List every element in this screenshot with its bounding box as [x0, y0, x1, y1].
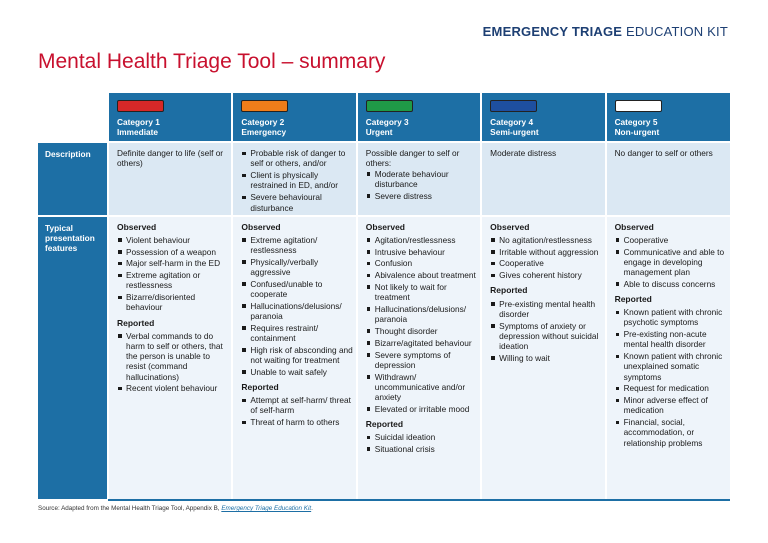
category-name: Emergency — [241, 127, 287, 137]
list-item: Extreme agitation or restlessness — [117, 270, 228, 290]
category-number: Category 5 — [614, 117, 658, 127]
list-item: Thought disorder — [366, 326, 477, 336]
features-label-line: presentation — [45, 232, 95, 243]
observed-heading: Observed — [490, 221, 530, 232]
category-header-2 — [232, 93, 356, 142]
source-reference-link[interactable]: Emergency Triage Education Kit — [221, 505, 312, 512]
kit-title — [483, 24, 728, 39]
list-item: Cooperative — [490, 258, 601, 268]
category-color-swatch-5 — [615, 100, 662, 112]
reported-list — [117, 331, 228, 394]
description-cell-3 — [357, 142, 481, 216]
observed-heading: Observed — [614, 221, 654, 232]
list-item: Withdrawn/ uncommunicative and/or anxiety — [366, 372, 477, 403]
features-cell-5 — [606, 216, 730, 499]
category-name: Urgent — [365, 127, 393, 137]
reported-heading: Reported — [490, 285, 528, 296]
list-item: Violent behaviour — [117, 235, 228, 245]
description-text: Definite danger to life (self or others) — [117, 148, 224, 169]
list-item: Possession of a weapon — [117, 247, 228, 257]
list-item: Requires restraint/ containment — [241, 323, 352, 343]
list-item: Physically/verbally aggressive — [241, 257, 352, 277]
source-suffix: . — [311, 505, 313, 512]
description-cell-5 — [606, 142, 730, 216]
list-item: Hallucinations/delusions/ paranoia — [241, 301, 352, 321]
list-item: Not likely to wait for treatment — [366, 282, 477, 302]
category-header-3 — [357, 93, 481, 142]
description-row — [38, 142, 730, 216]
list-item: Bizarre/agitated behaviour — [366, 338, 477, 348]
list-item: Moderate behaviour disturbance — [366, 169, 476, 190]
description-text: Possible danger to self or others: — [365, 148, 460, 169]
category-number: Category 3 — [365, 117, 409, 127]
list-item: Symptoms of anxiety or depression without suicidal ideation — [490, 321, 601, 352]
observed-list — [615, 235, 727, 289]
features-cell-3 — [357, 216, 481, 499]
list-item: Pre-existing mental health disorder — [490, 299, 601, 319]
features-cell-4 — [481, 216, 605, 499]
kit-title-light: EDUCATION KIT — [625, 24, 728, 39]
corner-cell — [38, 93, 108, 142]
kit-title-bold: EMERGENCY TRIAGE — [482, 24, 623, 39]
list-item: Able to discuss concerns — [615, 279, 727, 289]
reported-heading: Reported — [117, 317, 155, 328]
observed-heading: Observed — [241, 221, 281, 232]
category-color-swatch-4 — [490, 100, 537, 112]
observed-list — [117, 235, 228, 313]
list-item: Severe behavioural disturbance — [241, 192, 351, 213]
reported-list — [366, 432, 477, 454]
list-item: Minor adverse effect of medication — [615, 395, 727, 415]
reported-heading: Reported — [365, 418, 404, 429]
list-item: Confused/unable to cooperate — [241, 279, 352, 299]
list-item: Bizarre/disoriented behaviour — [117, 292, 228, 312]
list-item: Confusion — [366, 258, 477, 268]
list-item: Threat of harm to others — [241, 417, 352, 427]
list-item: Major self-harm in the ED — [117, 258, 228, 268]
description-cell-4 — [481, 142, 605, 216]
description-list — [366, 169, 476, 201]
list-item: Probable risk of danger to self or others, and/or — [241, 148, 351, 169]
features-label-line: features — [45, 242, 78, 253]
category-header-5 — [606, 93, 730, 142]
features-row — [38, 216, 730, 499]
page-title: Mental Health Triage Tool – summary — [38, 50, 386, 73]
list-item: Intrusive behaviour — [366, 247, 477, 257]
category-number: Category 1 — [117, 117, 160, 127]
reported-list — [241, 395, 352, 427]
category-color-swatch-2 — [241, 100, 288, 112]
category-name: Immediate — [117, 127, 159, 137]
category-name: Non-urgent — [614, 127, 660, 137]
source-note — [38, 505, 313, 512]
list-item: Pre-existing non-acute mental health disorder — [615, 329, 727, 349]
observed-list — [241, 235, 352, 377]
header-row — [38, 93, 730, 142]
list-item: Gives coherent history — [490, 270, 601, 280]
list-item: Willing to wait — [490, 353, 601, 363]
category-number: Category 4 — [490, 117, 534, 127]
category-color-swatch-1 — [117, 100, 164, 112]
observed-list — [490, 235, 601, 281]
category-color-swatch-3 — [366, 100, 413, 112]
list-item: Severe distress — [366, 191, 476, 201]
list-item: Severe symptoms of depression — [366, 350, 477, 370]
list-item: Elevated or irritable mood — [366, 404, 477, 414]
list-item: Attempt at self-harm/ threat of self-harm — [241, 395, 352, 415]
description-cell-2 — [232, 142, 356, 216]
observed-list — [366, 235, 477, 414]
list-item: Request for medication — [615, 383, 727, 393]
observed-heading: Observed — [117, 221, 157, 232]
description-cell-1 — [108, 142, 232, 216]
list-item: Client is physically restrained in ED, and/or — [241, 170, 351, 191]
list-item: Recent violent behaviour — [117, 383, 228, 393]
list-item: Verbal commands to do harm to self or others, that the person is unable to resist (command hallucinations) — [117, 331, 228, 382]
table-bottom-rule — [38, 499, 730, 501]
reported-list — [490, 299, 601, 363]
category-number: Category 2 — [241, 117, 285, 127]
list-item: Agitation/restlessness — [366, 235, 477, 245]
reported-heading: Reported — [614, 293, 652, 304]
description-text: No danger to self or others — [614, 148, 713, 158]
list-item: No agitation/restlessness — [490, 235, 601, 245]
list-item: Suicidal ideation — [366, 432, 477, 442]
category-header-1 — [108, 93, 232, 142]
category-name: Semi-urgent — [490, 127, 539, 137]
list-item: Hallucinations/delusions/ paranoia — [366, 304, 477, 324]
features-row-label — [38, 216, 108, 499]
observed-heading: Observed — [365, 221, 405, 232]
category-header-4 — [481, 93, 605, 142]
features-cell-1 — [108, 216, 232, 499]
source-prefix: Source: Adapted from the Mental Health Triage Tool, Appendix B, — [38, 505, 220, 512]
list-item: Unable to wait safely — [241, 367, 352, 377]
features-cell-2 — [232, 216, 356, 499]
triage-table — [38, 93, 730, 501]
list-item: Cooperative — [615, 235, 727, 245]
features-label-line: Typical — [45, 222, 73, 233]
list-item: Irritable without aggression — [490, 247, 601, 257]
list-item: Known patient with chronic psychotic symptoms — [615, 307, 727, 327]
list-item: High risk of absconding and not waiting for treatment — [241, 345, 352, 365]
description-row-label: Description — [38, 142, 108, 216]
list-item: Communicative and able to engage in developing management plan — [615, 247, 727, 278]
list-item: Extreme agitation/ restlessness — [241, 235, 352, 255]
list-item: Abivalence about treatment — [366, 270, 477, 280]
description-list — [241, 148, 351, 213]
list-item: Situational crisis — [366, 444, 477, 454]
reported-heading: Reported — [241, 381, 279, 392]
list-item: Known patient with chronic unexplained somatic symptoms — [615, 351, 727, 382]
list-item: Financial, social, accommodation, or relationship problems — [615, 417, 727, 448]
reported-list — [615, 307, 727, 448]
description-text: Moderate distress — [490, 148, 557, 158]
